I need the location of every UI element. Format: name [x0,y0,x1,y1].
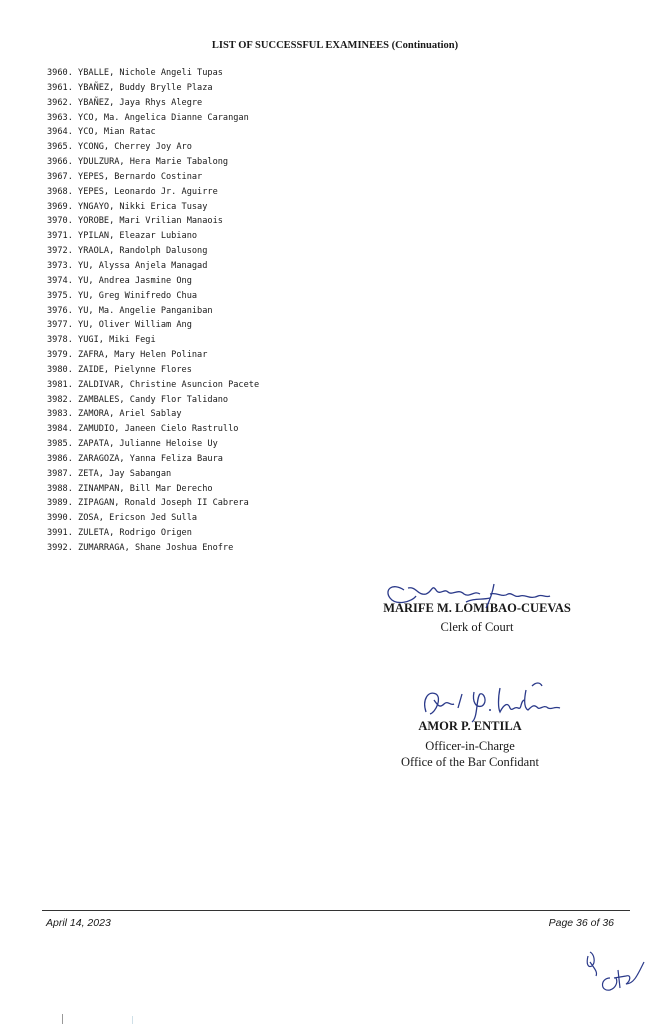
examinee-entry: 3987. ZETA, Jay Sabangan [47,468,172,479]
examinee-entry: 3967. YEPES, Bernardo Costinar [47,171,203,182]
signatory-oic-name: AMOR P. ENTILA [418,719,522,733]
page-title: LIST OF SUCCESSFUL EXAMINEES (Continuation) [211,40,459,51]
examinee-entry: 3968. YEPES, Leonardo Jr. Aguirre [47,186,218,197]
examinee-entry: 3980. ZAIDE, Pielynne Flores [47,364,192,375]
examinee-entry: 3992. ZUMARRAGA, Shane Joshua Enofre [47,543,234,553]
examinee-entry: 3962. YBAÑEZ, Jaya Rhys Alegre [47,97,203,108]
signatory-oic-office: Office of the Bar Confidant [401,755,539,769]
examinee-entry: 3991. ZULETA, Rodrigo Origen [47,528,192,539]
examinee-entry: 3986. ZARAGOZA, Yanna Feliza Baura [47,453,223,464]
examinee-entry: 3972. YRAOLA, Randolph Dalusong [47,246,208,257]
signatory-oic-position: Officer-in-Charge [425,739,515,753]
scan-artifact-mark [132,1016,133,1024]
examinee-entry: 3974. YU, Andrea Jasmine Ong [47,275,192,286]
footer-divider [42,910,630,911]
examinee-entry: 3982. ZAMBALES, Candy Flor Talidano [47,394,229,405]
examinee-entry: 3964. YCO, Mian Ratac [47,127,156,138]
examinee-entry: 3971. YPILAN, Eleazar Lubiano [47,231,198,242]
examinee-entry: 3983. ZAMORA, Ariel Sablay [47,409,182,420]
handwritten-initials [580,948,650,998]
examinee-entry: 3977. YU, Oliver William Ang [47,320,192,331]
examinee-entry: 3960. YBALLE, Nichole Angeli Tupas [47,68,223,78]
scan-artifact-mark [62,1014,63,1024]
examinee-entry: 3979. ZAFRA, Mary Helen Polinar [47,350,208,361]
examinee-entry: 3988. ZINAMPAN, Bill Mar Derecho [47,483,213,494]
examinee-entry: 3969. YNGAYO, Nikki Erica Tusay [47,201,208,212]
examinee-entry: 3970. YOROBE, Mari Vrilian Manaois [47,216,223,227]
examinee-entry: 3965. YCONG, Cherrey Joy Aro [47,142,192,153]
examinee-entry: 3978. YUGI, Miki Fegi [47,335,156,346]
examinee-entry: 3973. YU, Alyssa Anjela Managad [47,260,208,271]
examinee-entry: 3966. YDULZURA, Hera Marie Tabalong [47,157,229,168]
footer-page-number: Page 36 of 36 [548,917,614,929]
examinee-entry: 3984. ZAMUDIO, Janeen Cielo Rastrullo [47,424,239,435]
examinee-entry: 3985. ZAPATA, Julianne Heloise Uy [47,439,218,450]
oic-signature [414,678,584,726]
clerk-signature [382,576,552,612]
examinee-entry: 3976. YU, Ma. Angelie Panganiban [47,305,213,316]
examinee-entry: 3963. YCO, Ma. Angelica Dianne Carangan [47,112,249,123]
examinee-entry: 3975. YU, Greg Winifredo Chua [47,290,198,301]
examinee-entry: 3990. ZOSA, Ericson Jed Sulla [47,513,198,524]
examinee-list [47,66,259,556]
examinee-entry: 3961. YBAÑEZ, Buddy Brylle Plaza [47,82,213,93]
examinee-entry: 3981. ZALDIVAR, Christine Asuncion Pacete [47,379,260,390]
signatory-clerk-name: MARIFE M. LOMIBAO-CUEVAS [383,601,571,615]
footer-date: April 14, 2023 [46,917,111,929]
signatory-clerk-position: Clerk of Court [440,620,514,634]
examinee-entry: 3989. ZIPAGAN, Ronald Joseph II Cabrera [47,498,249,509]
